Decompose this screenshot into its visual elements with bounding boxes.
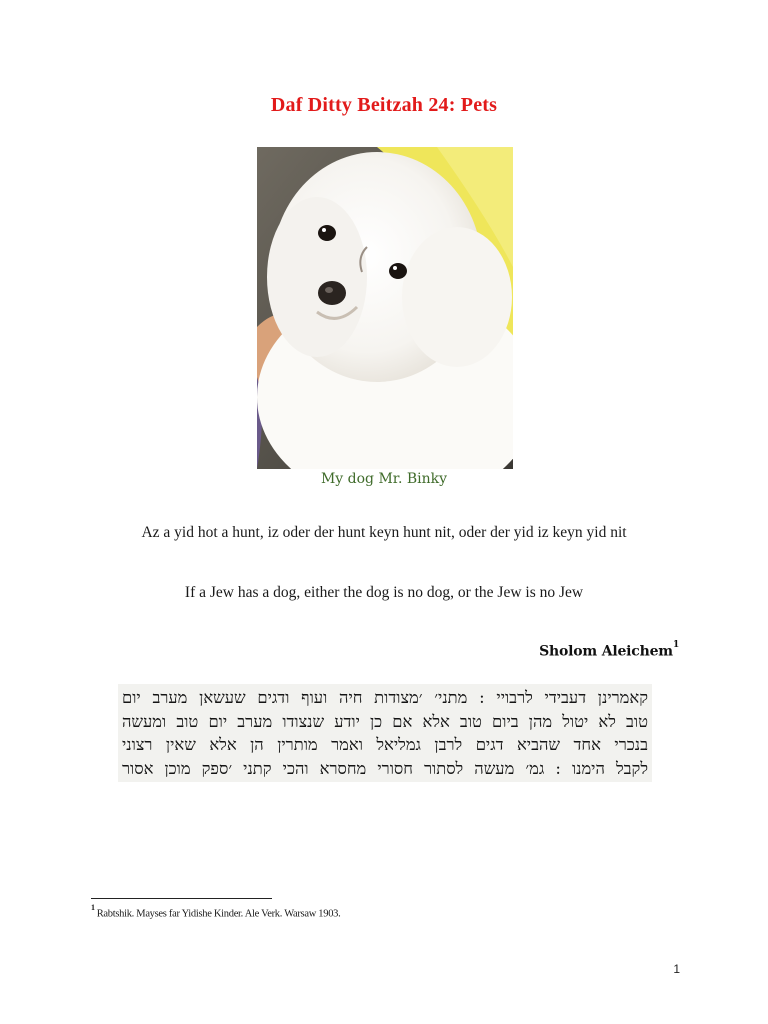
page-number: 1 bbox=[673, 962, 680, 976]
quote-attribution bbox=[539, 640, 679, 660]
talmud-line: טוב לא יטול מהן ביום טוב אלא אם כן יודע שנצודו מערב יום טוב ומעשה bbox=[122, 711, 648, 731]
footnote-reference[interactable]: 1 bbox=[672, 640, 679, 650]
footnote-number: 1 bbox=[91, 903, 95, 912]
footnote-separator bbox=[91, 898, 272, 899]
footnote bbox=[91, 905, 340, 920]
footnote-text: Rabtshik. Mayses far Yidishe Kinder. Ale Verk. Warsaw 1903. bbox=[96, 908, 341, 920]
quote-english: If a Jew has a dog, either the dog is no dog, or the Jew is no Jew bbox=[184, 584, 584, 601]
dog-photo-image bbox=[257, 147, 513, 469]
quote-yiddish: Az a yid hot a hunt, iz oder der hunt keyn hunt nit, oder der yid iz keyn yid nit bbox=[141, 524, 627, 541]
talmud-line: בנכרי אחד שהביא דגים לרבן גמליאל ואמר מותרין הן אלא שאין רצוני bbox=[122, 735, 648, 754]
page-title: Daf Ditty Beitzah 24: Pets bbox=[270, 94, 498, 116]
dog-photo bbox=[257, 147, 513, 469]
talmud-excerpt bbox=[118, 684, 652, 782]
talmud-line: קאמרינן דעבידי לרבויי : מתני׳ ׳מצודות חיה ועוף ודגים שעשאן מערב יום bbox=[122, 688, 648, 707]
attribution-name: Sholom Aleichem bbox=[539, 643, 673, 660]
talmud-line: לקבל הימנו : גמ׳ מעשה לסתור חסורי מחסרא והכי קתני ׳ספק מוכן אסור bbox=[122, 758, 648, 778]
photo-caption: My dog Mr. Binky bbox=[320, 471, 448, 487]
